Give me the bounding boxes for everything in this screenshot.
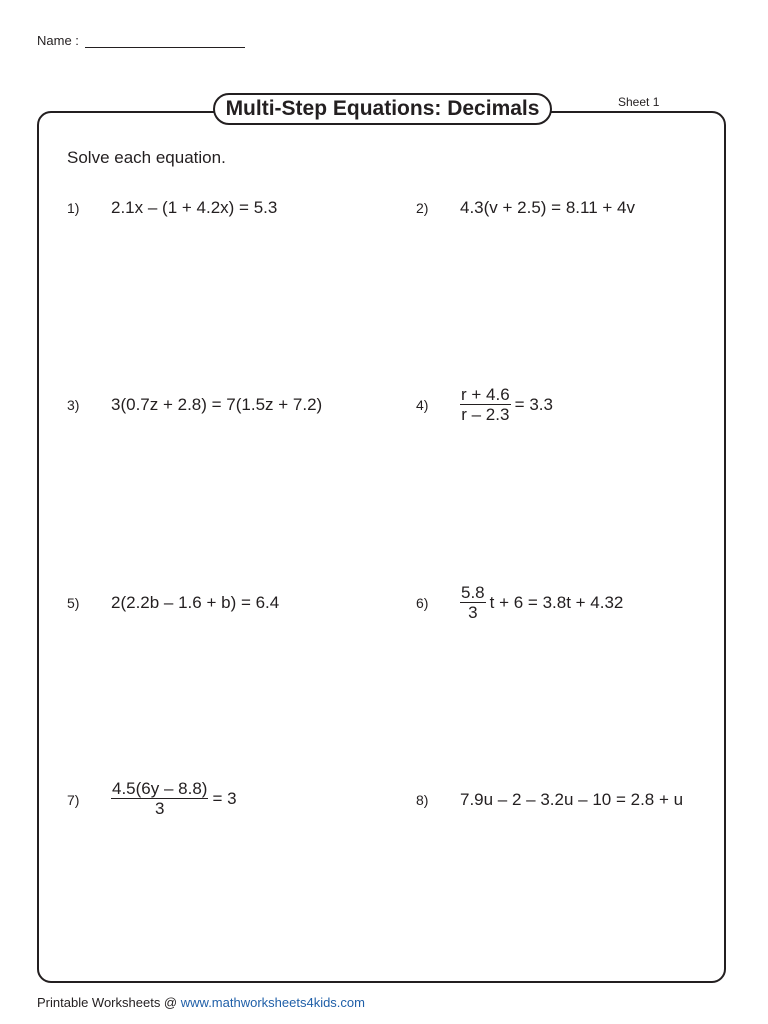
problem-2-number: 2) bbox=[416, 200, 429, 216]
footer-link[interactable]: www.mathworksheets4kids.com bbox=[180, 995, 365, 1010]
name-blank-line bbox=[85, 33, 245, 48]
problem-6-equation bbox=[460, 583, 623, 622]
fraction bbox=[460, 385, 511, 424]
footer-text: Printable Worksheets @ bbox=[37, 995, 181, 1010]
problem-3-number: 3) bbox=[67, 397, 80, 413]
fraction-denominator: r – 2.3 bbox=[461, 405, 510, 424]
problem-2-equation: 4.3(v + 2.5) = 8.11 + 4v bbox=[460, 198, 635, 217]
worksheet-frame bbox=[37, 111, 726, 983]
fraction-denominator: 3 bbox=[154, 799, 165, 818]
problem-8-number: 8) bbox=[416, 792, 429, 808]
instructions: Solve each equation. bbox=[67, 148, 226, 167]
equation-rest: = 3 bbox=[212, 788, 237, 808]
fraction-denominator: 3 bbox=[468, 603, 478, 622]
problem-5-number: 5) bbox=[67, 595, 80, 611]
problem-7-number: 7) bbox=[67, 792, 80, 808]
fraction-numerator: 5.8 bbox=[461, 583, 485, 602]
equation-rest: = 3.3 bbox=[514, 394, 553, 414]
fraction-numerator: r + 4.6 bbox=[461, 385, 510, 404]
equation-rest: t + 6 = 3.8t + 4.32 bbox=[489, 592, 624, 612]
problem-8-equation: 7.9u – 2 – 3.2u – 10 = 2.8 + u bbox=[460, 790, 684, 809]
fraction bbox=[460, 583, 486, 622]
fraction-numerator: 4.5(6y – 8.8) bbox=[112, 779, 208, 798]
problem-7-equation bbox=[111, 779, 237, 818]
sheet-label: Sheet 1 bbox=[618, 95, 660, 109]
name-label: Name : bbox=[37, 33, 79, 48]
name-row bbox=[37, 33, 245, 48]
problem-3-equation: 3(0.7z + 2.8) = 7(1.5z + 7.2) bbox=[111, 395, 323, 414]
problem-6-number: 6) bbox=[416, 595, 429, 611]
worksheet-title: Multi-Step Equations: Decimals bbox=[213, 93, 552, 125]
problem-4-equation bbox=[460, 385, 553, 424]
problem-1-equation: 2.1x – (1 + 4.2x) = 5.3 bbox=[111, 198, 278, 217]
problem-1-number: 1) bbox=[67, 200, 80, 216]
problem-5-equation: 2(2.2b – 1.6 + b) = 6.4 bbox=[111, 593, 280, 612]
footer bbox=[37, 995, 365, 1010]
problem-4-number: 4) bbox=[416, 397, 429, 413]
fraction bbox=[111, 779, 208, 818]
